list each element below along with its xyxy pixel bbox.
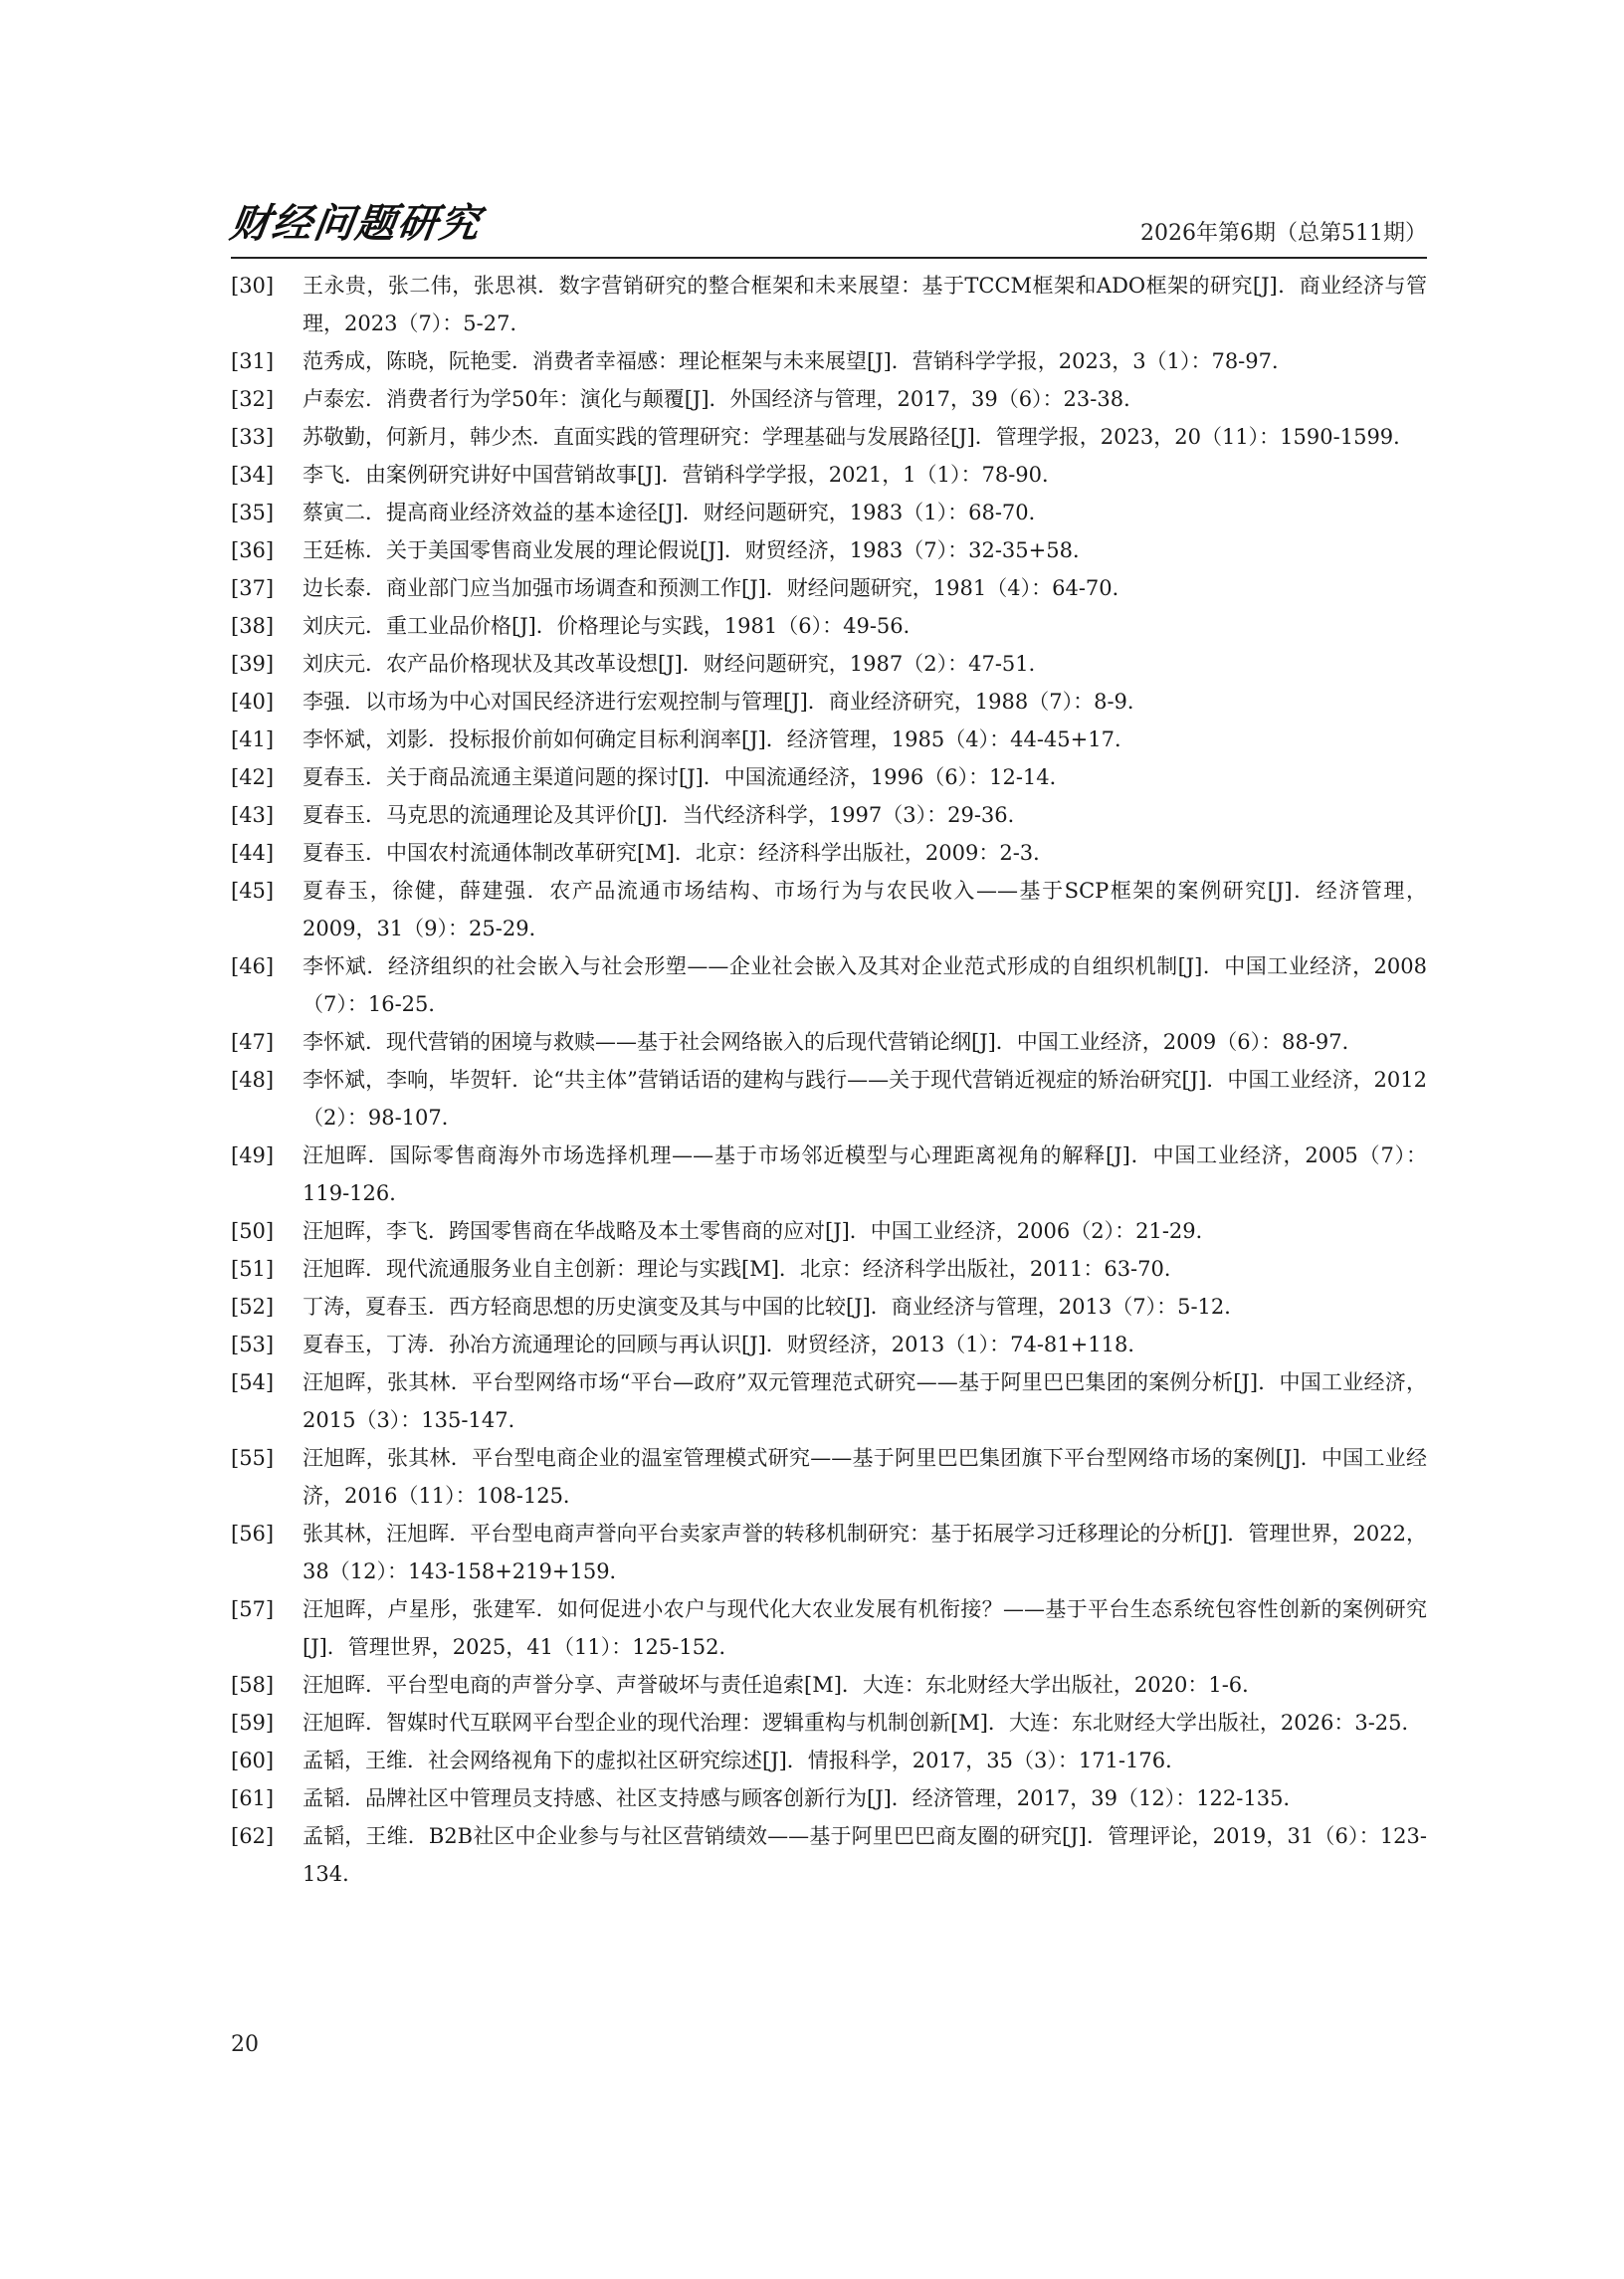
reference-text: 李怀斌．经济组织的社会嵌入与社会形塑——企业社会嵌入及其对企业范式形成的自组织机制[J]．中国工业经济，2008（7）：16-25．: [303, 954, 1427, 1016]
reference-item: [231, 1439, 1427, 1515]
reference-item: [231, 645, 1427, 683]
reference-number: [30]: [231, 274, 275, 298]
reference-item: [231, 1363, 1427, 1439]
reference-number: [40]: [231, 690, 275, 714]
reference-number: [56]: [231, 1522, 275, 1546]
reference-text: 李怀斌，刘影．投标报价前如何确定目标利润率[J]．经济管理，1985（4）：44-45+17．: [303, 727, 1135, 751]
reference-number: [59]: [231, 1711, 275, 1735]
reference-text: 孟韬．品牌社区中管理员支持感、社区支持感与顾客创新行为[J]．经济管理，2017，39（12）：122-135．: [303, 1786, 1305, 1810]
reference-number: [47]: [231, 1030, 275, 1054]
reference-number: [52]: [231, 1295, 275, 1319]
reference-item: [231, 418, 1427, 456]
reference-item: [231, 267, 1427, 342]
reference-item: [231, 1817, 1427, 1893]
reference-text: 汪旭晖．平台型电商的声誉分享、声誉破坏与责任追索[M]．大连：东北财经大学出版社，2020：1-6．: [303, 1673, 1264, 1697]
reference-text: 李怀斌．现代营销的困境与救赎——基于社会网络嵌入的后现代营销论纲[J]．中国工业经济，2009（6）：88-97．: [303, 1030, 1363, 1054]
reference-text: 汪旭晖，张其林．平台型网络市场“平台—政府”双元管理范式研究——基于阿里巴巴集团的案例分析[J]．中国工业经济，2015（3）：135-147．: [303, 1370, 1427, 1432]
reference-number: [42]: [231, 765, 275, 789]
issue-info: 2026年第6期（总第511期）: [1140, 221, 1427, 246]
reference-text: 夏春玉．关于商品流通主渠道问题的探讨[J]．中国流通经济，1996（6）：12-14．: [303, 765, 1071, 789]
reference-number: [31]: [231, 349, 275, 373]
reference-number: [61]: [231, 1786, 275, 1810]
reference-item: [231, 1515, 1427, 1590]
reference-item: [231, 1326, 1427, 1363]
reference-number: [33]: [231, 425, 275, 449]
reference-item: [231, 531, 1427, 569]
reference-item: [231, 494, 1427, 531]
reference-item: [231, 872, 1427, 947]
reference-text: 刘庆元．重工业品价格[J]．价格理论与实践，1981（6）：49-56．: [303, 614, 924, 638]
reference-item: [231, 1250, 1427, 1288]
reference-number: [49]: [231, 1143, 275, 1167]
reference-text: 刘庆元．农产品价格现状及其改革设想[J]．财经问题研究，1987（2）：47-51．: [303, 652, 1050, 676]
reference-item: [231, 607, 1427, 645]
reference-text: 李怀斌，李响，毕贺轩．论“共主体”营销话语的建构与践行——关于现代营销近视症的矫治研究[J]．中国工业经济，2012（2）：98-107．: [303, 1068, 1427, 1130]
reference-number: [35]: [231, 501, 275, 524]
reference-text: 汪旭晖．国际零售商海外市场选择机理——基于市场邻近模型与心理距离视角的解释[J]．中国工业经济，2005（7）：119-126．: [303, 1143, 1427, 1205]
reference-text: 孟韬，王维．社会网络视角下的虚拟社区研究综述[J]．情报科学，2017，35（3）：171-176．: [303, 1749, 1187, 1772]
reference-number: [38]: [231, 614, 275, 638]
reference-text: 苏敬勤，何新月，韩少杰．直面实践的管理研究：学理基础与发展路径[J]．管理学报，2023，20（11）：1590-1599．: [303, 425, 1415, 449]
reference-number: [60]: [231, 1749, 275, 1772]
reference-item: [231, 1212, 1427, 1250]
reference-number: [54]: [231, 1370, 275, 1394]
reference-number: [36]: [231, 538, 275, 562]
reference-item: [231, 569, 1427, 607]
reference-number: [62]: [231, 1824, 275, 1848]
reference-item: [231, 1023, 1427, 1061]
journal-logo: 财经问题研究: [227, 200, 485, 247]
reference-item: [231, 796, 1427, 834]
reference-text: 王廷栋．关于美国零售商业发展的理论假说[J]．财贸经济，1983（7）：32-35+58．: [303, 538, 1094, 562]
reference-text: 蔡寅二．提高商业经济效益的基本途径[J]．财经问题研究，1983（1）：68-70．: [303, 501, 1050, 524]
reference-item: [231, 1704, 1427, 1742]
reference-text: 张其林，汪旭晖．平台型电商声誉向平台卖家声誉的转移机制研究：基于拓展学习迁移理论的分析[J]．管理世界，2022，38（12）：143-158+219+159．: [303, 1522, 1427, 1583]
reference-number: [37]: [231, 576, 275, 600]
reference-text: 边长泰．商业部门应当加强市场调查和预测工作[J]．财经问题研究，1981（4）：64-70．: [303, 576, 1133, 600]
reference-number: [51]: [231, 1257, 275, 1281]
reference-item: [231, 1779, 1427, 1817]
reference-text: 汪旭晖．智媒时代互联网平台型企业的现代治理：逻辑重构与机制创新[M]．大连：东北财经大学出版社，2026：3-25．: [303, 1711, 1423, 1735]
reference-number: [39]: [231, 652, 275, 676]
reference-text: 夏春玉．马克思的流通理论及其评价[J]．当代经济科学，1997（3）：29-36．: [303, 803, 1029, 827]
reference-list: [231, 267, 1427, 1893]
reference-number: [41]: [231, 727, 275, 751]
reference-item: [231, 342, 1427, 380]
reference-item: [231, 1666, 1427, 1704]
reference-text: 卢泰宏．消费者行为学50年：演化与颠覆[J]．外国经济与管理，2017，39（6）：23-38．: [303, 387, 1145, 411]
reference-number: [50]: [231, 1219, 275, 1243]
reference-number: [32]: [231, 387, 275, 411]
reference-number: [48]: [231, 1068, 275, 1092]
reference-number: [55]: [231, 1446, 275, 1470]
reference-item: [231, 1288, 1427, 1326]
reference-text: 范秀成，陈晓，阮艳雯．消费者幸福感：理论框架与未来展望[J]．营销科学学报，2023，3（1）：78-97．: [303, 349, 1294, 373]
reference-item: [231, 1061, 1427, 1137]
reference-text: 丁涛，夏春玉．西方轻商思想的历史演变及其与中国的比较[J]．商业经济与管理，2013（7）：5-12．: [303, 1295, 1246, 1319]
reference-number: [46]: [231, 954, 275, 978]
reference-text: 汪旭晖，张其林．平台型电商企业的温室管理模式研究——基于阿里巴巴集团旗下平台型网络市场的案例[J]．中国工业经济，2016（11）：108-125．: [303, 1446, 1427, 1508]
reference-item: [231, 380, 1427, 418]
reference-number: [58]: [231, 1673, 275, 1697]
reference-item: [231, 1137, 1427, 1212]
reference-number: [34]: [231, 463, 275, 487]
reference-text: 汪旭晖，卢星彤，张建军．如何促进小农户与现代化大农业发展有机衔接？——基于平台生态系统包容性创新的案例研究[J]．管理世界，2025，41（11）：125-152．: [303, 1597, 1427, 1659]
reference-item: [231, 834, 1427, 872]
reference-number: [53]: [231, 1333, 275, 1356]
page-number: 20: [231, 2032, 259, 2057]
reference-item: [231, 721, 1427, 758]
reference-item: [231, 456, 1427, 494]
reference-item: [231, 1590, 1427, 1666]
reference-text: 李飞．由案例研究讲好中国营销故事[J]．营销科学学报，2021，1（1）：78-90．: [303, 463, 1064, 487]
reference-text: 李强．以市场为中心对国民经济进行宏观控制与管理[J]．商业经济研究，1988（7）：8-9．: [303, 690, 1148, 714]
reference-text: 孟韬，王维．B2B社区中企业参与与社区营销绩效——基于阿里巴巴商友圈的研究[J]．管理评论，2019，31（6）：123-134．: [303, 1824, 1427, 1886]
reference-number: [44]: [231, 841, 275, 865]
running-header: [227, 195, 1427, 259]
reference-item: [231, 947, 1427, 1023]
reference-text: 王永贵，张二伟，张思祺．数字营销研究的整合框架和未来展望：基于TCCM框架和ADO框架的研究[J]．商业经济与管理，2023（7）：5-27．: [303, 274, 1427, 335]
reference-number: [57]: [231, 1597, 275, 1621]
reference-item: [231, 758, 1427, 796]
reference-number: [43]: [231, 803, 275, 827]
reference-text: 夏春玉．中国农村流通体制改革研究[M]．北京：经济科学出版社，2009：2-3．: [303, 841, 1055, 865]
reference-text: 夏春玉，丁涛．孙冶方流通理论的回顾与再认识[J]．财贸经济，2013（1）：74-81+118．: [303, 1333, 1149, 1356]
reference-number: [45]: [231, 879, 275, 903]
reference-text: 汪旭晖．现代流通服务业自主创新：理论与实践[M]．北京：经济科学出版社，2011：63-70．: [303, 1257, 1185, 1281]
reference-item: [231, 683, 1427, 721]
reference-text: 夏春玉，徐健，薛建强．农产品流通市场结构、市场行为与农民收入——基于SCP框架的案例研究[J]．经济管理，2009，31（9）：25-29．: [303, 879, 1427, 940]
reference-item: [231, 1742, 1427, 1779]
reference-text: 汪旭晖，李飞．跨国零售商在华战略及本土零售商的应对[J]．中国工业经济，2006（2）：21-29．: [303, 1219, 1217, 1243]
